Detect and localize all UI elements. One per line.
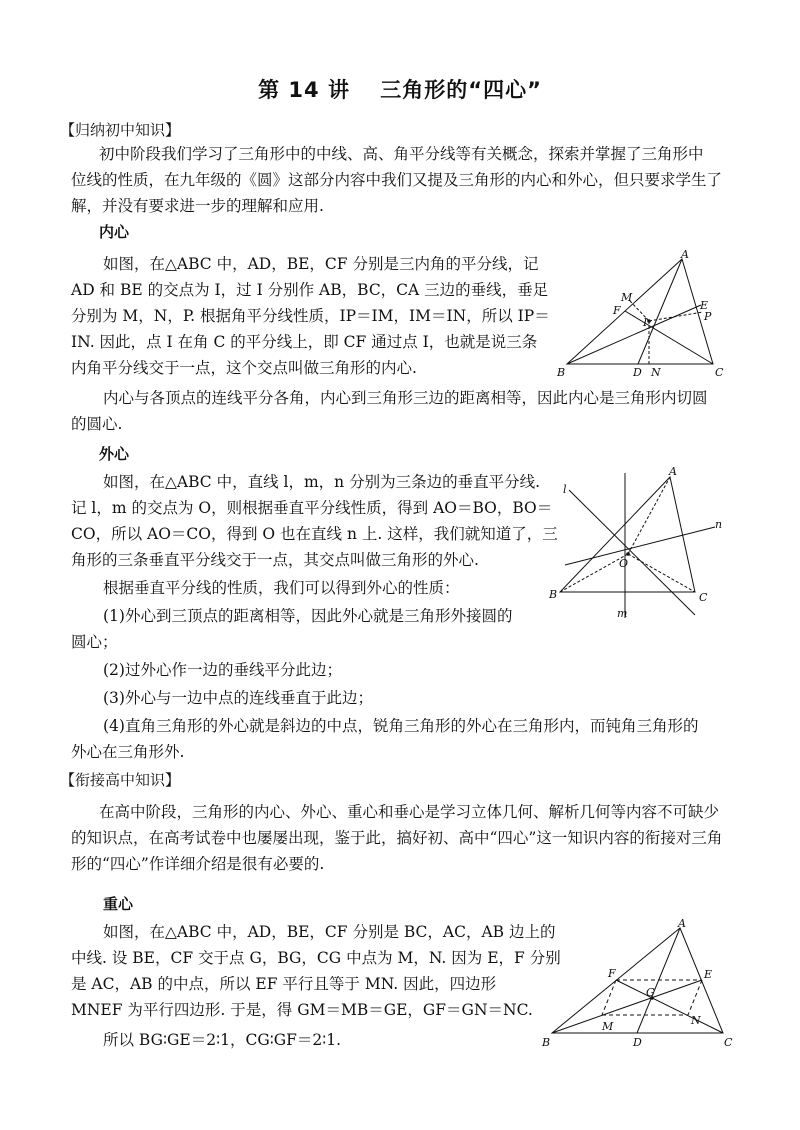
incenter-line-2: AD 和 BE 的交点为 I，过 I 分别作 AB，BC，CA 三边的垂线，垂足	[71, 281, 549, 299]
circumcenter-line-7: 圆心；	[71, 633, 118, 651]
label-D: D	[633, 366, 642, 379]
label-F: F	[608, 967, 616, 980]
circumcenter-point	[626, 552, 630, 556]
intro-line-2: 位线的性质，在九年级的《圆》这部分内容中我们又提及三角形的内心和外心，但只要求学生了	[71, 171, 723, 189]
circumcenter-line-6: (1)外心到三顶点的距离相等，因此外心就是三角形外接圆的	[103, 607, 513, 625]
label-n: n	[715, 518, 723, 531]
label-M: M	[621, 291, 633, 304]
senior-intro-3: 形的“四心”作详细介绍是很有必要的.	[71, 855, 325, 873]
section-heading-junior: 【归纳初中知识】	[60, 121, 181, 139]
senior-intro-1: 在高中阶段，三角形的内心、外心、重心和垂心是学习立体几何、解析几何等内容不可缺少	[99, 803, 720, 821]
label-E: E	[704, 968, 713, 981]
circumcenter-line-1: 如图，在△ABC 中，直线 l，m，n 分别为三条边的垂直平分线.	[103, 473, 540, 491]
label-C: C	[699, 591, 708, 604]
label-B: B	[557, 366, 566, 379]
incenter-line-4: IN. 因此，点 I 在角 C 的平分线上，即 CF 通过点 I，也就是说三条	[71, 333, 538, 351]
label-N: N	[691, 1014, 701, 1027]
circumcenter-line-5: 根据垂直平分线的性质，我们可以得到外心的性质：	[103, 579, 460, 597]
incenter-heading: 内心	[99, 223, 130, 241]
label-D: D	[633, 1036, 642, 1049]
circumcenter-figure	[545, 465, 735, 625]
label-l: l	[563, 483, 567, 496]
label-A: A	[678, 917, 686, 930]
label-O: O	[619, 557, 629, 570]
circumcenter-line-3: CO，所以 AO＝CO，得到 O 也在直线 n 上. 这样，我们就知道了，三	[71, 525, 558, 543]
label-C: C	[715, 366, 724, 379]
intro-line-3: 解，并没有要求进一步的理解和应用.	[71, 197, 324, 215]
senior-intro-2: 的知识点，在高考试卷中也屡屡出现，鉴于此，搞好初、高中“四心”这一知识内容的衔接对三角	[71, 829, 723, 847]
label-B: B	[549, 588, 558, 601]
label-F: F	[613, 304, 621, 317]
circumcenter-item-2: (2)过外心作一边的垂线平分此边；	[103, 661, 342, 679]
label-P: P	[704, 310, 712, 323]
centroid-line-3: 是 AC，AB 的中点，所以 EF 平行且等于 MN. 因此，四边形	[71, 975, 497, 993]
label-G: G	[646, 986, 655, 999]
incenter-summary-2: 的圆心.	[71, 415, 123, 433]
label-E: E	[700, 299, 709, 312]
centroid-figure	[540, 917, 740, 1050]
centroid-heading: 重心	[103, 895, 134, 913]
circumcenter-line-4: 角形的三条垂直平分线交于一点，其交点叫做三角形的外心.	[71, 551, 479, 569]
centroid-line-1: 如图，在△ABC 中，AD，BE，CF 分别是 BC，AC，AB 边上的	[103, 923, 556, 941]
incenter-figure	[555, 250, 735, 380]
label-C: C	[724, 1036, 733, 1049]
section-heading-senior: 【衔接高中知识】	[60, 771, 181, 789]
centroid-line-2: 中线. 设 BE，CF 交于点 G，BG，CG 中点为 M，N. 因为 E，F 分别	[71, 949, 561, 967]
page-title: 第 14 讲 三角形的“四心”	[258, 78, 542, 102]
perpendicular-bisector-n	[565, 527, 715, 565]
circumcenter-heading: 外心	[99, 445, 130, 463]
incenter-triangle	[567, 259, 713, 364]
incenter-summary-1: 内心与各顶点的连线平分各角，内心到三角形三边的距离相等，因此内心是三角形内切圆	[103, 389, 708, 407]
intro-line-1: 初中阶段我们学习了三角形中的中线、高、角平分线等有关概念，探索并掌握了三角形中	[99, 145, 704, 163]
circumcenter-item-4: (4)直角三角形的外心就是斜边的中点，锐角三角形的外心在三角形内，而钝角三角形的	[103, 717, 699, 735]
incenter-line-1: 如图，在△ABC 中，AD，BE，CF 分别是三内角的平分线，记	[103, 255, 539, 273]
label-m: m	[617, 607, 628, 620]
label-A: A	[681, 248, 689, 261]
circumcenter-line-2: 记 l，m 的交点为 O，则根据垂直平分线性质，得到 AO＝BO，BO＝	[71, 499, 553, 517]
incenter-line-5: 内角平分线交于一点，这个交点叫做三角形的内心.	[71, 359, 417, 377]
circumcenter-item-4-cont: 外心在三角形外.	[71, 743, 185, 761]
centroid-line-4: MNEF 为平行四边形. 于是，得 GM＝MB＝GE，GF＝GN＝NC.	[71, 1001, 533, 1019]
incenter-line-3: 分别为 M，N，P. 根据角平分线性质，IP＝IM，IM＝IN，所以 IP＝	[71, 307, 550, 325]
incenter-point	[647, 319, 651, 323]
circumcenter-item-3: (3)外心与一边中点的连线垂直于此边；	[103, 689, 373, 707]
label-M: M	[602, 1020, 614, 1033]
label-N: N	[651, 366, 661, 379]
centroid-line-5: 所以 BG∶GE＝2∶1，CG∶GF＝2∶1.	[103, 1031, 342, 1049]
perpendicular-bisector-l	[569, 490, 695, 615]
label-A: A	[669, 465, 677, 478]
label-I: I	[643, 316, 648, 329]
label-B: B	[542, 1036, 551, 1049]
circumcenter-triangle	[560, 477, 695, 592]
